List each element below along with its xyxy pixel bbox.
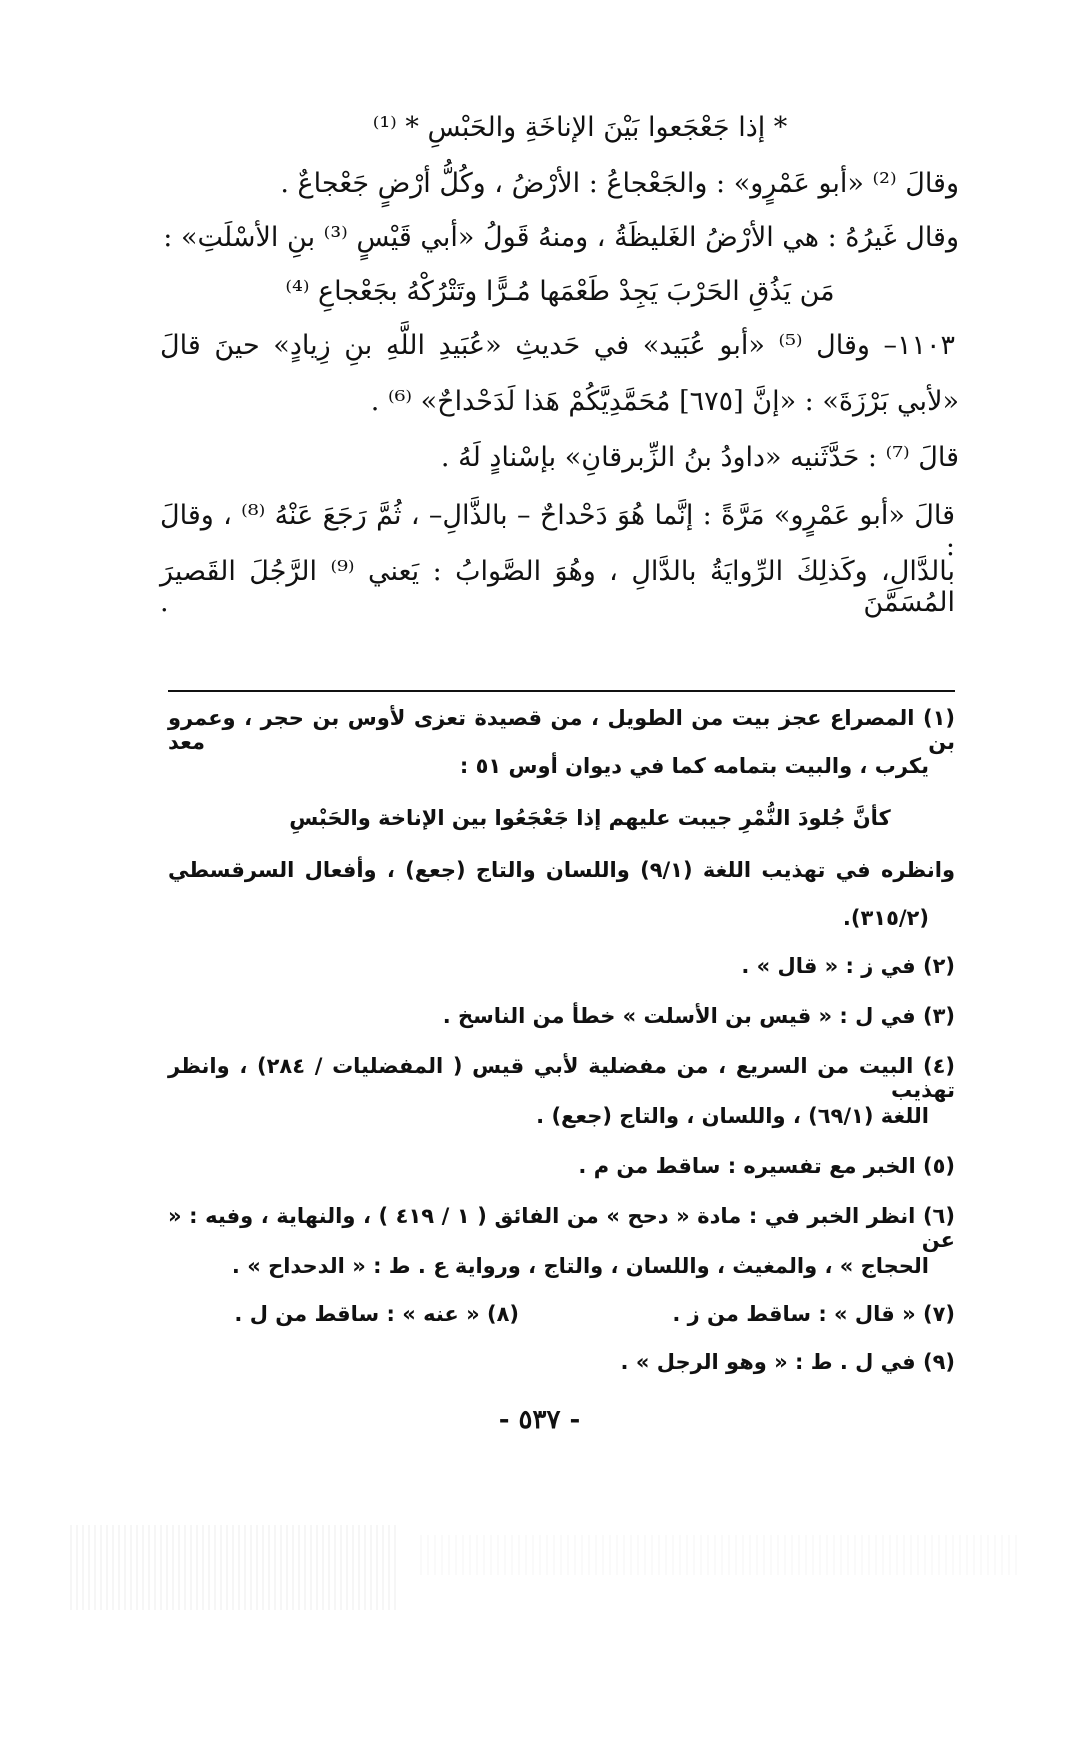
main-line-2: وقال غَيرُهُ : هي الأرْضُ الغَليظَةُ ، ومنهُ قَولُ «أبي قَيْسٍ ⁽³⁾ بنِ الأسْلَتِ» : xyxy=(163,222,959,253)
verse-heading: * إذا جَعْجَعوا بَيْنَ الإناخَةِ والحَبْسِ * ⁽¹⁾ xyxy=(372,112,788,143)
footnote-9: (٩) في ل . ط : « وهو الرجل » . xyxy=(620,1350,955,1374)
scan-noise xyxy=(70,1525,400,1610)
footnote-6-line-a: (٦) انظر الخبر في : مادة « دحح » من الفائق ( ١ / ٤١٩ ) ، والنهاية ، وفيه : « عن xyxy=(168,1204,955,1252)
footnote-1-line-d: .(٣١٥/٢) xyxy=(842,906,929,930)
main-line-3: ١١٠٣– وقال ⁽⁵⁾ «أبو عُبَيد» في حَديثِ «عُبَيدِ اللَّهِ بنِ زِيادٍ» حينَ قالَ xyxy=(160,330,955,361)
main-line-7: بالدَّالِ، وكَذلِكَ الرِّوايَةُ بالدَّالِ ، وهُوَ الصَّوابُ : يَعني ⁽⁹⁾ الرَّجُلَ القَصيرَ المُسَمَّنَ . xyxy=(160,556,956,618)
footnote-8: (٨) « عنه » : ساقط من ل . xyxy=(234,1302,519,1326)
verse-2: مَن يَذُقِ الحَرْبَ يَجِدْ طَعْمَها مُـرًّا وتَتْرُكْهُ بجَعْجاعِ ⁽⁴⁾ xyxy=(285,276,835,307)
footnote-4-line-a: (٤) البيت من السريع ، من مفضلية لأبي قيس ( المفضليات / ٢٨٤) ، وانظر تهذيب xyxy=(168,1054,955,1102)
main-line-1: وقالَ ⁽²⁾ «أبو عَمْرٍو» : والجَعْجاعُ : الأرْضُ ، وكُلُّ أرْضٍ جَعْجاعٌ . xyxy=(280,168,959,199)
scan-noise-right xyxy=(420,1535,1020,1575)
main-line-5: قالَ ⁽⁷⁾ : حَدَّثَنيه «داودُ بنُ الزِّبرقانِ» بإسْنادٍ لَهُ . xyxy=(440,442,959,473)
footnote-5: (٥) الخبر مع تفسيره : ساقط من م . xyxy=(578,1154,955,1178)
footnote-separator xyxy=(168,690,955,692)
main-line-6: قالَ «أبو عَمْرٍو» مَرَّةً : إنَّما هُوَ دَحْداحٌ – بالذَّالِ– ، ثُمَّ رَجَعَ عَنْهُ ⁽⁸⁾ ، وقالَ : xyxy=(160,500,955,562)
footnote-3: (٣) في ل : « قيس بن الأسلت » خطأ من الناسخ . xyxy=(442,1004,955,1028)
page-number: - ٥٣٧ - xyxy=(498,1405,581,1435)
footnote-1-verse: كأنَّ جُلودَ النُّمْرِ جيبت عليهم إذا جَعْجَعُوا بين الإناخة والحَبْسِ xyxy=(289,806,891,830)
footnote-2: (٢) في ز : « قال » . xyxy=(741,954,955,978)
footnote-1-line-b: يكرب ، والبيت بتمامه كما في ديوان أوس ٥١ : xyxy=(459,754,929,778)
main-line-4: «لأبي بَرْزَةَ» : «إنَّ [٦٧٥] مُحَمَّدِيَّكُمْ هَذا لَدَحْداحٌ» ⁽⁶⁾ . xyxy=(370,386,959,417)
footnote-7: (٧) « قال » : ساقط من ز . xyxy=(672,1302,955,1326)
footnote-6-line-b: الحجاج » ، والمغيث ، واللسان ، والتاج ، ورواية ع . ط : « الدحداح » . xyxy=(231,1254,929,1278)
footnote-1-line-a: (١) المصراع عجز بيت من الطويل ، من قصيدة تعزى لأوس بن حجر ، وعمرو بن معد xyxy=(168,706,955,754)
footnote-4-line-b: اللغة (٦٩/١) ، واللسان ، والتاج (جعع) . xyxy=(536,1104,929,1128)
footnote-1-line-c: وانظره في تهذيب اللغة (٩/١) واللسان والتاج (جعع) ، وأفعال السرقسطي xyxy=(168,858,955,882)
